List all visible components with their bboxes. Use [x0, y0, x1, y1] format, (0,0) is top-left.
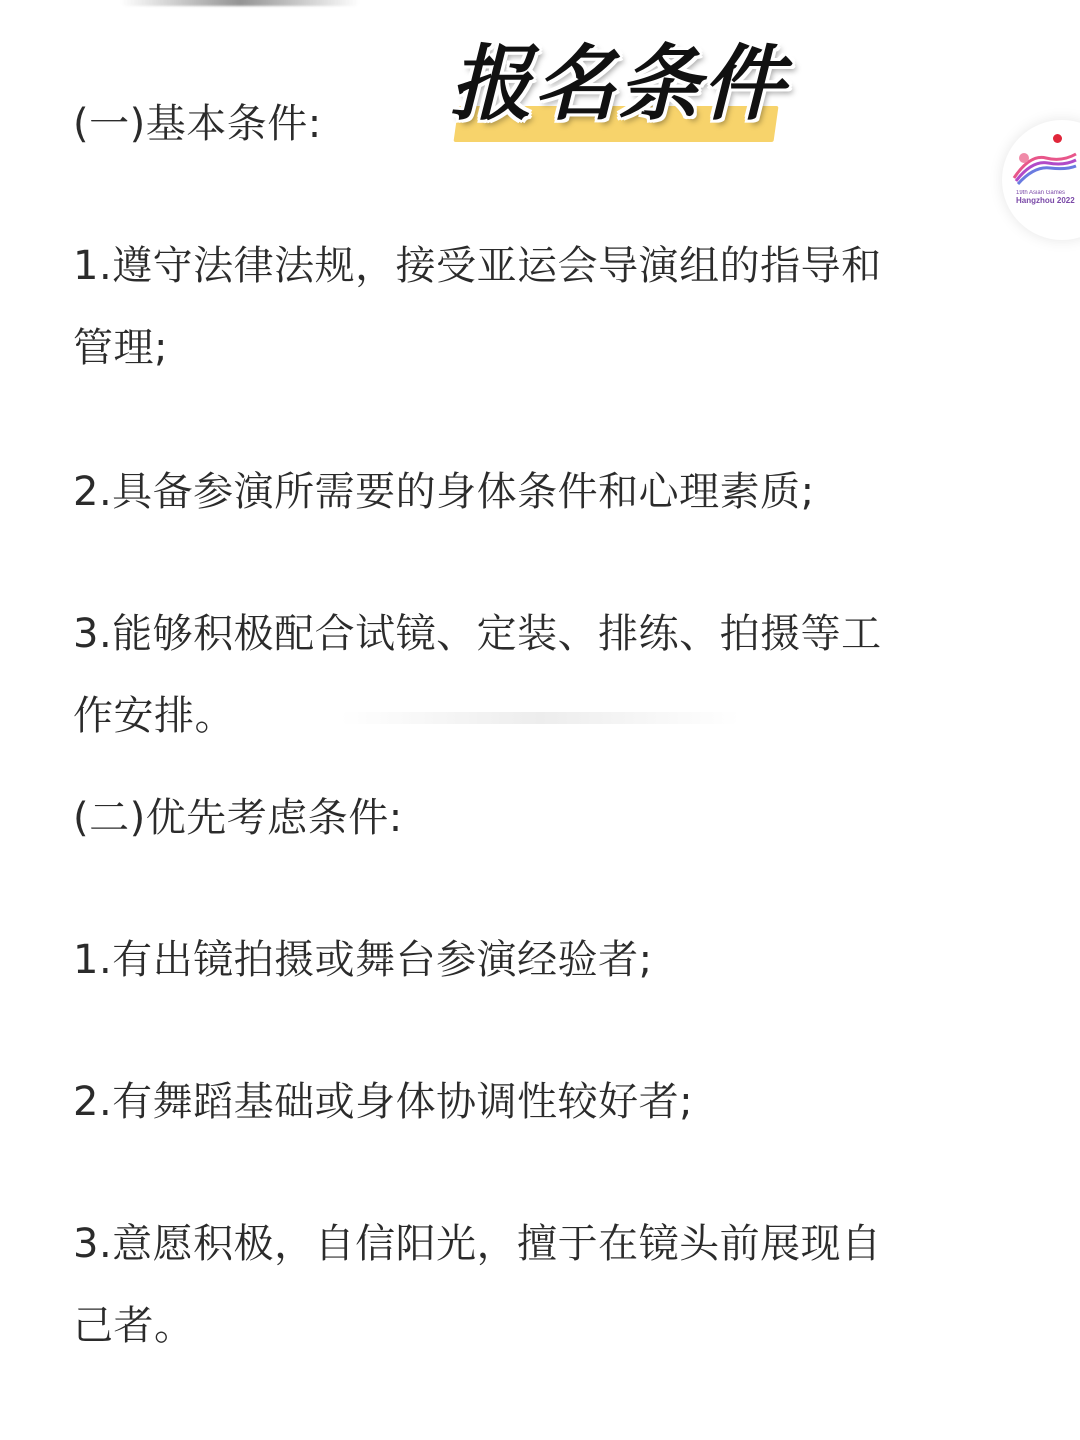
section-heading-basic: (一)基本条件: [73, 101, 322, 147]
logo-caption-city: Hangzhou 2022 [1016, 195, 1075, 205]
section-heading-priority: (二)优先考虑条件: [73, 795, 403, 841]
logo-caption-event: 19th Asian Games [1016, 190, 1066, 196]
basic-item-3-line-1: 3.能够积极配合试镜、定装、排练、拍摄等工 [73, 611, 882, 657]
title-sticker [450, 37, 786, 154]
cropped-text-fragment [120, 0, 360, 6]
priority-item-1-line-1: 1.有出镜拍摄或舞台参演经验者; [73, 937, 653, 983]
priority-item-2-line-1: 2.有舞蹈基础或身体协调性较好者; [73, 1079, 694, 1125]
logo-red-dot [1053, 134, 1062, 143]
priority-item-3-line-2: 己者。 [73, 1303, 195, 1349]
asian-games-logo-icon [1010, 148, 1080, 186]
basic-item-2-line-1: 2.具备参演所需要的身体条件和心理素质; [73, 469, 815, 515]
basic-item-3-line-2: 作安排。 [73, 693, 235, 739]
faint-smudge [340, 712, 740, 724]
logo-caption [1016, 190, 1080, 205]
basic-item-1-line-2: 管理; [73, 325, 168, 371]
basic-item-1-line-1: 1.遵守法律法规，接受亚运会导演组的指导和 [73, 243, 882, 289]
priority-item-3-line-1: 3.意愿积极，自信阳光，擅于在镜头前展现自 [73, 1221, 882, 1267]
page-title: 报名条件 [450, 37, 786, 132]
